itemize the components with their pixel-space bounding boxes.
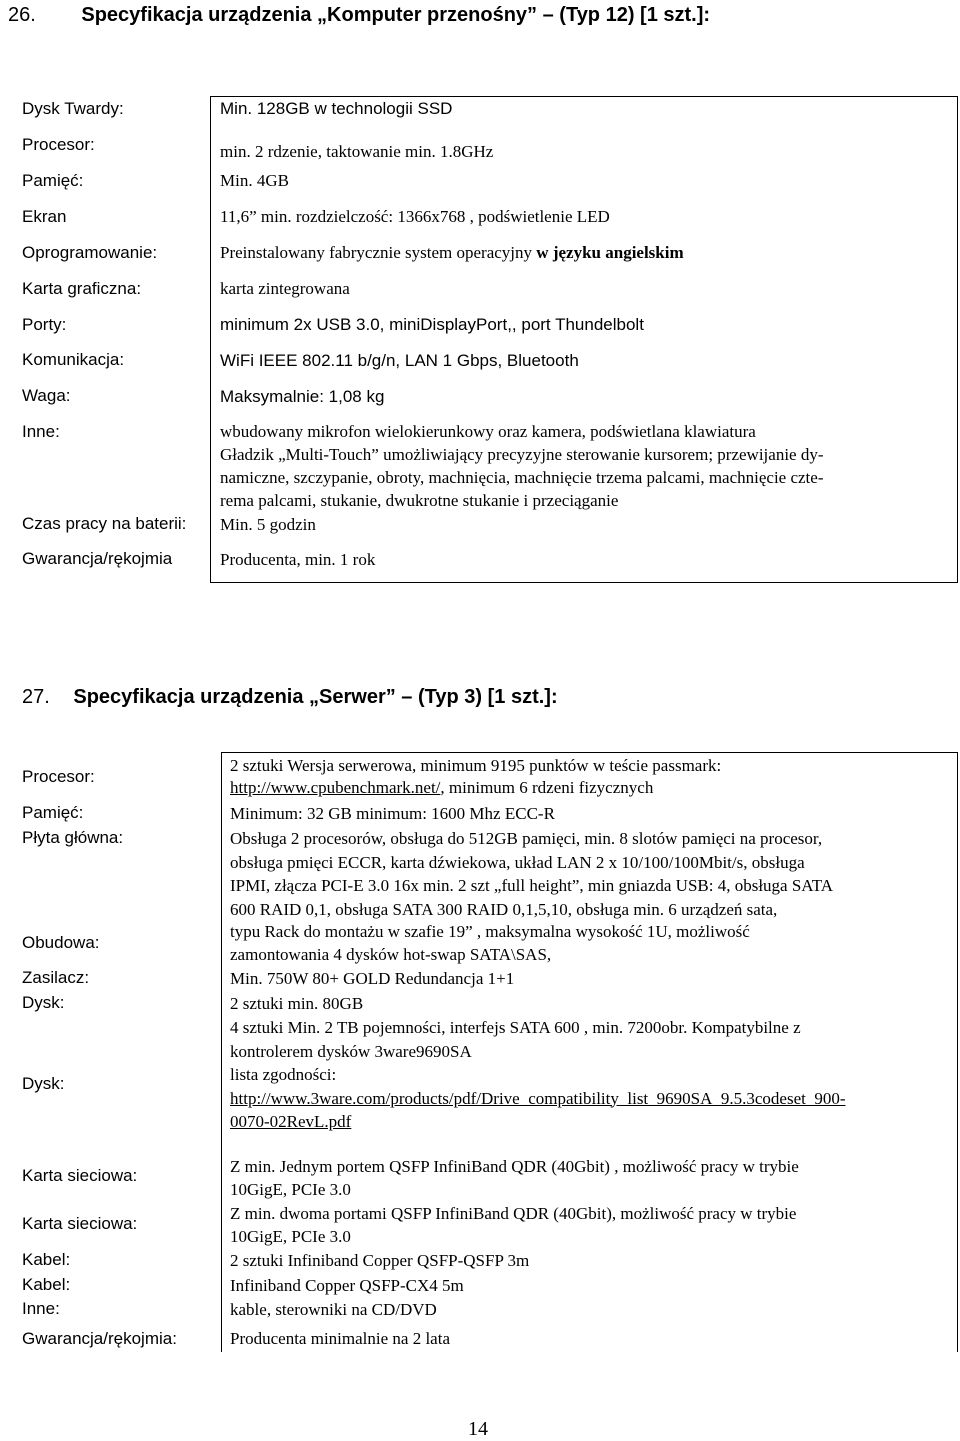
spec-label: Waga: [22, 386, 71, 405]
section-number: 26. [8, 4, 36, 26]
spec-value [230, 755, 721, 799]
spec-label: Karta sieciowa: [22, 1166, 138, 1185]
spec-label: Dysk Twardy: [22, 99, 124, 118]
spec-value [230, 827, 833, 921]
spec-label: Pamięć: [22, 803, 84, 822]
section-title: Specyfikacja urządzenia „Komputer przenośny” – (Typ 12) [1 szt.]: [81, 4, 711, 26]
spec-label: Kabel: [22, 1275, 71, 1294]
spec-label: Pamięć: [22, 171, 84, 190]
spec-value: 11,6” min. rozdzielczość: 1366x768 , podświetlenie LED [220, 207, 610, 226]
spec-value-line: 2 sztuki Wersja serwerowa, minimum 9195 punktów w teście passmark: [230, 756, 722, 775]
page-number: 14 [468, 1418, 488, 1440]
section-number: 27. [22, 686, 50, 708]
spec-value [220, 420, 824, 512]
spec-value-line: Obsługa 2 procesorów, obsługa do 512GB pamięci, min. 8 slotów pamięci na procesor, [230, 829, 823, 848]
spec-label: Procesor: [22, 135, 95, 154]
spec-value: Min. 750W 80+ GOLD Redundancja 1+1 [230, 969, 515, 988]
spec-value-text: , minimum 6 rdzeni fizycznych [440, 778, 654, 797]
spec-value: min. 2 rdzenie, taktowanie min. 1.8GHz [220, 142, 494, 161]
spec-value [230, 920, 750, 966]
spec-value-line: 600 RAID 0,1, obsługa SATA 300 RAID 0,1,5,10, obsługa min. 6 urządzeń sata, [230, 899, 778, 919]
spec-label: Gwarancja/rękojmia [22, 549, 173, 568]
spec-value-line: 10GigE, PCIe 3.0 [230, 1180, 351, 1199]
spec-value-line: namiczne, szczypanie, obroty, machnięcia, machnięcie trzema palcami, machnięcie czte- [220, 468, 824, 487]
spec-value: kable, sterowniki na CD/DVD [230, 1300, 437, 1319]
spec-value: 2 sztuki min. 80GB [230, 994, 364, 1013]
spec-label: Zasilacz: [22, 968, 90, 987]
spec-label: Komunikacja: [22, 350, 125, 369]
spec-value: Min. 5 godzin [220, 515, 316, 534]
spec-label: Obudowa: [22, 933, 100, 952]
spec-value: karta zintegrowana [220, 279, 350, 298]
spec-label: Oprogramowanie: [22, 243, 158, 262]
section-title: Specyfikacja urządzenia „Serwer” – (Typ 3) [1 szt.]: [73, 686, 558, 708]
spec-label: Karta graficzna: [22, 279, 142, 298]
spec-value: Maksymalnie: 1,08 kg [220, 387, 385, 406]
passmark-link[interactable]: http://www.cpubenchmark.net/ [230, 778, 441, 797]
spec-label: Karta sieciowa: [22, 1214, 138, 1233]
spec-label: Czas pracy na baterii: [22, 514, 187, 533]
spec-value: Minimum: 32 GB minimum: 1600 Mhz ECC-R [230, 804, 555, 823]
spec-label: Dysk: [22, 993, 65, 1012]
spec-value-line: zamontowania 4 dysków hot-swap SATA\SAS, [230, 945, 552, 964]
spec-value: Min. 4GB [220, 171, 289, 190]
spec-value-text: Preinstalowany fabrycznie system operacyjny [220, 243, 537, 262]
spec-value: Producenta, min. 1 rok [220, 550, 376, 569]
spec-value-line: Gładzik „Multi-Touch” umożliwiający precyzyjne sterowanie kursorem; przewijanie dy- [220, 445, 824, 464]
spec-value-line: wbudowany mikrofon wielokierunkowy oraz kamera, podświetlana klawiatura [220, 422, 756, 441]
spec-value-line: kontrolerem dysków 3ware9690SA [230, 1041, 472, 1061]
spec-label: Ekran [22, 207, 67, 226]
spec-label: Inne: [22, 422, 60, 441]
section-26-heading [8, 4, 710, 27]
spec-value: Min. 128GB w technologii SSD [220, 99, 453, 118]
spec-value [220, 241, 684, 264]
spec-label: Płyta główna: [22, 828, 124, 847]
spec-label: Procesor: [22, 767, 95, 786]
spec-label: Gwarancja/rękojmia: [22, 1329, 177, 1348]
spec-label: Inne: [22, 1299, 60, 1318]
spec-value-line: Z min. dwoma portami QSFP InfiniBand QDR (40Gbit), możliwość pracy w trybie [230, 1204, 797, 1223]
spec-value-line [230, 777, 721, 799]
spec-label: Kabel: [22, 1250, 71, 1269]
spec-value-line: rema palcami, stukanie, dwukrotne stukanie i przeciąganie [220, 491, 619, 510]
spec-value: minimum 2x USB 3.0, miniDisplayPort,, port Thundelbolt [220, 315, 644, 334]
spec-value-line: lista zgodności: [230, 1065, 337, 1084]
spec-value: 2 sztuki Infiniband Copper QSFP-QSFP 3m [230, 1251, 530, 1270]
spec-value: WiFi IEEE 802.11 b/g/n, LAN 1 Gbps, Bluetooth [220, 351, 579, 370]
section-27-heading [22, 686, 558, 709]
spec-value-line: Z min. Jednym portem QSFP InfiniBand QDR (40Gbit) , możliwość pracy w trybie [230, 1157, 799, 1176]
spec-value: Producenta minimalnie na 2 lata [230, 1329, 450, 1348]
spec-label: Dysk: [22, 1074, 65, 1093]
spec-value [230, 1155, 799, 1201]
spec-value [230, 1016, 846, 1134]
spec-value-line: 4 sztuki Min. 2 TB pojemności, interfejs SATA 600 , min. 7200obr. Kompatybilne z [230, 1018, 801, 1037]
compatibility-list-link[interactable]: 0070-02RevL.pdf [230, 1112, 352, 1131]
spec-label: Porty: [22, 315, 67, 334]
spec-value-emphasis: w języku angielskim [536, 243, 684, 262]
compatibility-list-link[interactable]: http://www.3ware.com/products/pdf/Drive_compatibility_list_9690SA_9.5.3codeset_900- [230, 1088, 846, 1108]
spec-value-line: IPMI, złącza PCI-E 3.0 16x min. 2 szt „full height”, min gniazda USB: 4, obsługa SATA [230, 876, 833, 895]
spec-value-line: obsługa pmięci ECCR, karta dźwiekowa, układ LAN 2 x 10/100/100Mbit/s, obsługa [230, 852, 805, 872]
spec-value-line: 10GigE, PCIe 3.0 [230, 1227, 351, 1246]
spec-value-line: typu Rack do montażu w szafie 19” , maksymalna wysokość 1U, możliwość [230, 922, 750, 941]
spec-value: Infiniband Copper QSFP-CX4 5m [230, 1276, 464, 1295]
spec-value [230, 1202, 796, 1248]
